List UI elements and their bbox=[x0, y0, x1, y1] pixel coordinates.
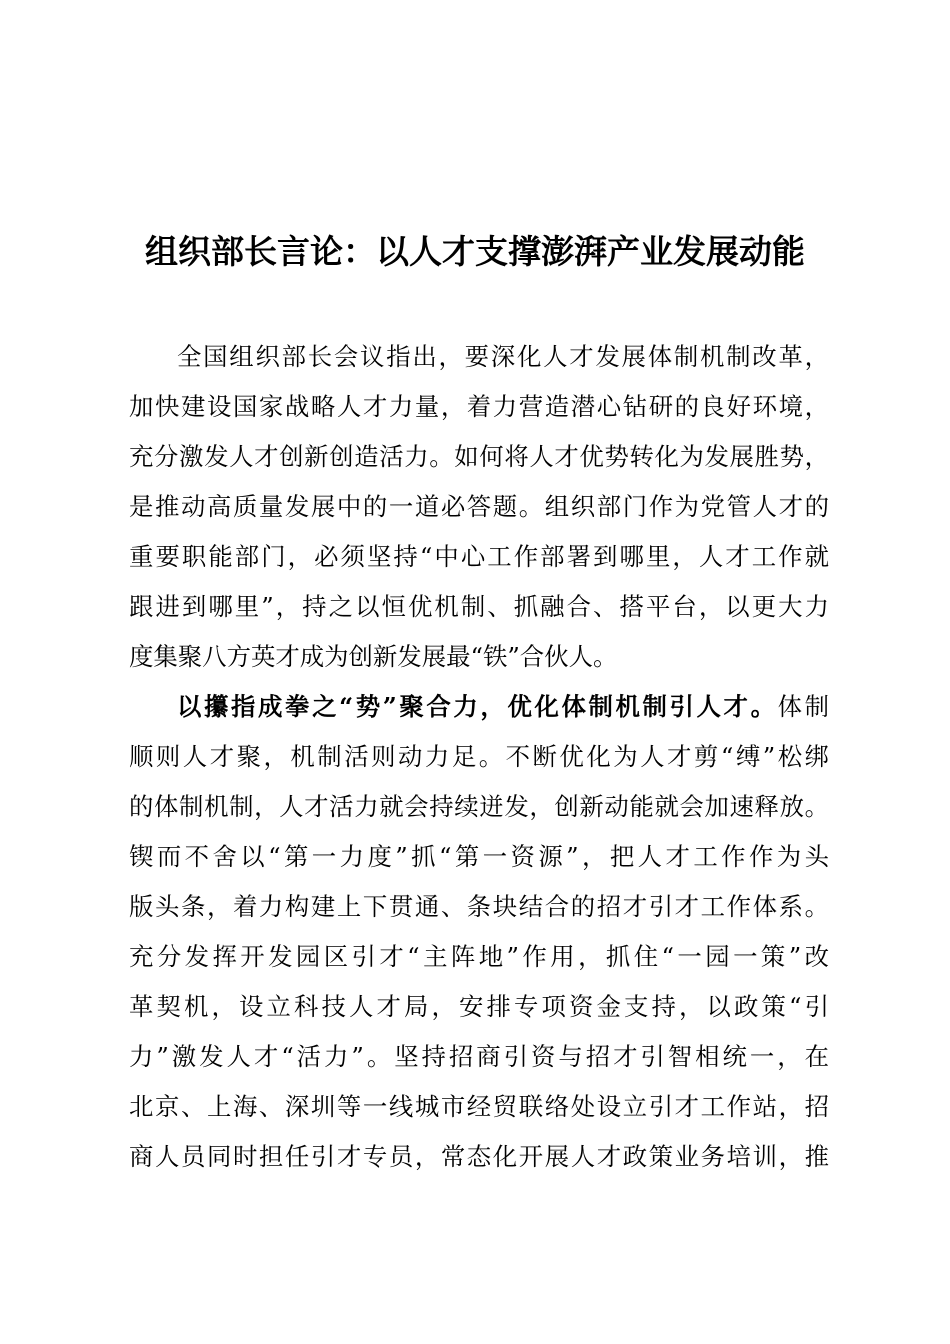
text-line: 的体制机制，人才活力就会持续迸发，创新动能就会加速释放。 bbox=[129, 792, 829, 821]
text-run: 体制 bbox=[777, 692, 829, 721]
text-line: 商人员同时担任引才专员，常态化开展人才政策业务培训，推 bbox=[129, 1142, 829, 1171]
paragraph-1 bbox=[129, 332, 829, 682]
text-line: 跟进到哪里”，持之以恒优机制、抓融合、搭平台，以更大力 bbox=[129, 592, 829, 621]
text-line: 充分发挥开发园区引才“主阵地”作用，抓住“一园一策”改 bbox=[129, 942, 829, 971]
document-title: 组织部长言论：以人才支撑澎湃产业发展动能 bbox=[145, 232, 805, 271]
paragraph-2 bbox=[129, 682, 829, 1182]
text-line: 锲而不舍以“第一力度”抓“第一资源”，把人才工作作为头 bbox=[129, 842, 829, 871]
text-line: 力”激发人才“活力”。坚持招商引资与招才引智相统一，在 bbox=[129, 1042, 829, 1071]
document-body bbox=[129, 332, 829, 1182]
text-line: 革契机，设立科技人才局，安排专项资金支持，以政策“引 bbox=[129, 992, 829, 1021]
text-line: 是推动高质量发展中的一道必答题。组织部门作为党管人才的 bbox=[129, 492, 829, 521]
text-line: 版头条，着力构建上下贯通、条块结合的招才引才工作体系。 bbox=[129, 892, 829, 921]
text-line: 顺则人才聚，机制活则动力足。不断优化为人才剪“缚”松绑 bbox=[129, 742, 829, 771]
text-line: 北京、上海、深圳等一线城市经贸联络处设立引才工作站，招 bbox=[129, 1092, 829, 1121]
text-line: 充分激发人才创新创造活力。如何将人才优势转化为发展胜势， bbox=[129, 442, 829, 471]
text-line: 加快建设国家战略人才力量，着力营造潜心钻研的良好环境， bbox=[129, 392, 829, 421]
section-heading: 以攥指成拳之“势”聚合力，优化体制机制引人才。 bbox=[177, 692, 778, 721]
text-line: 全国组织部长会议指出，要深化人才发展体制机制改革， bbox=[177, 342, 829, 371]
text-line: 重要职能部门，必须坚持“中心工作部署到哪里，人才工作就 bbox=[129, 542, 829, 571]
text-line: 度集聚八方英才成为创新发展最“铁”合伙人。 bbox=[129, 642, 618, 671]
text-line bbox=[129, 682, 829, 732]
